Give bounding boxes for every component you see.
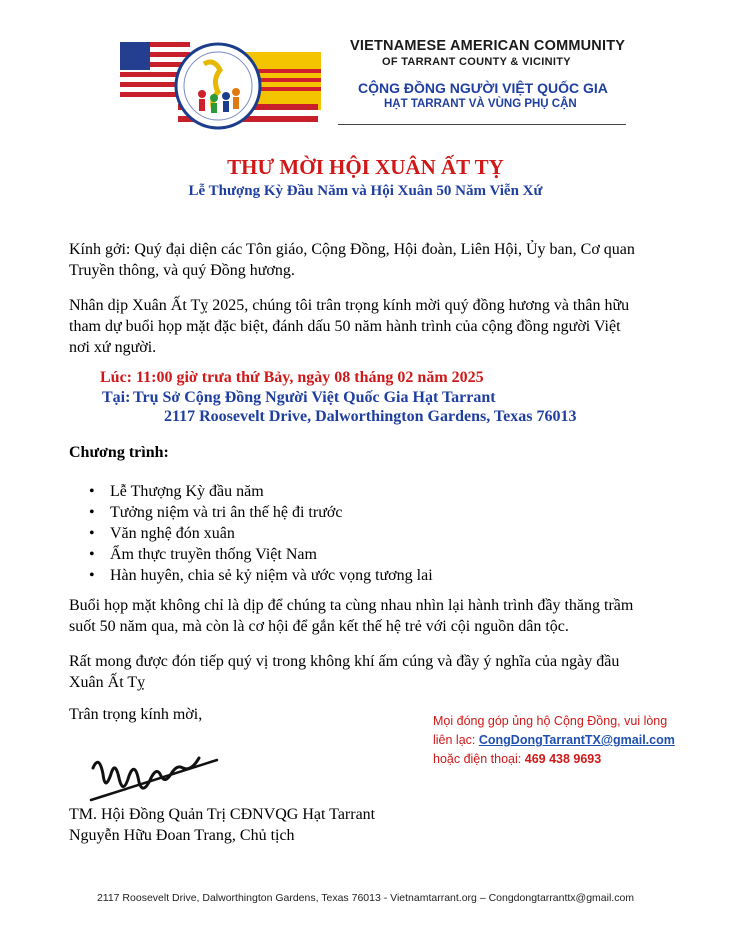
event-address: 2117 Roosevelt Drive, Dalworthington Gardens, Texas 76013 <box>164 408 577 425</box>
regards-text: Trân trọng kính mời, <box>69 706 203 723</box>
contact-email-line <box>433 731 675 750</box>
contact-email-prefix: liên lạc: <box>433 733 479 747</box>
event-venue: Trụ Sở Cộng Đồng Người Việt Quốc Gia Hạt Tarrant <box>133 389 496 406</box>
greeting-line: Truyền thông, và quý Đồng hương. <box>69 262 295 279</box>
program-item: • Tưởng niệm và tri ân thế hệ đi trước <box>89 502 433 523</box>
welcome-line: Rất mong được đón tiếp quý vị trong không khí ấm cúng và đầy ý nghĩa của ngày đầu <box>69 653 620 670</box>
community-flag-logo <box>118 34 323 134</box>
org-county-english: OF TARRANT COUNTY & VICINITY <box>382 56 571 68</box>
footer-text: 2117 Roosevelt Drive, Dalworthington Gardens, Texas 76013 - Vietnamtarrant.org – Congdongtarranttx@gmail.com <box>96 892 635 904</box>
letter-title: THƯ MỜI HỘI XUÂN ẤT TỴ <box>227 155 504 179</box>
org-name-vietnamese: CỘNG ĐỒNG NGƯỜI VIỆT QUỐC GIA <box>358 80 608 96</box>
contact-email-link[interactable]: CongDongTarrantTX@gmail.com <box>478 733 675 747</box>
intro-paragraph <box>69 295 689 358</box>
letter-subtitle: Lễ Thượng Kỳ Đầu Năm và Hội Xuân 50 Năm Viễn Xứ <box>188 183 543 199</box>
contact-phone: 469 438 9693 <box>524 752 602 766</box>
program-item: • Ẩm thực truyền thống Việt Nam <box>89 544 433 565</box>
event-time: Lúc: 11:00 giờ trưa thứ Bảy, ngày 08 tháng 02 năm 2025 <box>100 369 484 386</box>
org-name-english: VIETNAMESE AMERICAN COMMUNITY <box>350 38 626 54</box>
contact-phone-line <box>433 750 675 769</box>
event-place-label: Tại: <box>102 389 131 406</box>
contact-phone-prefix: hoặc điện thoại: <box>433 752 525 766</box>
program-item: • Văn nghệ đón xuân <box>89 523 433 544</box>
org-county-vietnamese: HẠT TARRANT VÀ VÙNG PHỤ CẬN <box>384 98 577 110</box>
welcome-line: Xuân Ất Tỵ <box>69 674 146 691</box>
program-list <box>89 481 433 586</box>
contact-line: Mọi đóng góp ủng hộ Cộng Đồng, vui lòng <box>433 714 668 728</box>
signer-title: TM. Hội Đồng Quản Trị CĐNVQG Hạt Tarrant <box>69 806 376 823</box>
closing-line: Buổi họp mặt không chỉ là dịp để chúng ta cùng nhau nhìn lại hành trình đầy thăng trầm <box>69 597 634 614</box>
greeting-line: Kính gởi: Quý đại diện các Tôn giáo, Cộng Đồng, Hội đoàn, Liên Hội, Ủy ban, Cơ quan <box>69 241 635 258</box>
signature-image <box>85 738 225 808</box>
intro-line: nơi xứ người. <box>69 339 157 356</box>
intro-line: tham dự buổi họp mặt đặc biệt, đánh dấu 50 năm hành trình của cộng đồng người Việt <box>69 318 621 335</box>
program-item: • Lễ Thượng Kỳ đầu năm <box>89 481 433 502</box>
contact-info <box>433 712 675 769</box>
header-divider <box>338 124 626 125</box>
intro-line: Nhân dịp Xuân Ất Tỵ 2025, chúng tôi trân trọng kính mời quý đồng hương và thân hữu <box>69 297 630 314</box>
program-item: • Hàn huyên, chia sẻ kỷ niệm và ước vọng tương lai <box>89 565 433 586</box>
signer-name: Nguyễn Hữu Đoan Trang, Chủ tịch <box>69 827 295 844</box>
community-emblem-icon <box>176 44 260 128</box>
greeting-paragraph <box>69 239 689 281</box>
welcome-paragraph <box>69 651 689 693</box>
closing-paragraph <box>69 595 689 637</box>
closing-line: suốt 50 năm qua, mà còn là cơ hội để gắn kết thế hệ trẻ với cội nguồn dân tộc. <box>69 618 569 635</box>
program-heading: Chương trình: <box>69 444 169 461</box>
